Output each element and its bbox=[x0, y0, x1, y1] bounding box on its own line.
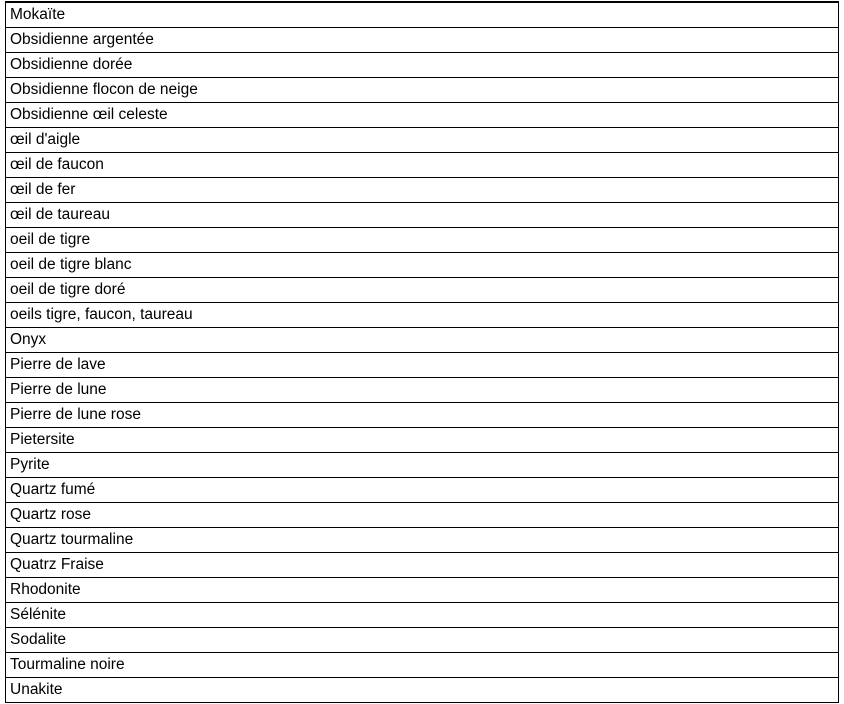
table-cell[interactable]: Quatrz Fraise bbox=[6, 553, 839, 578]
table-cell[interactable]: Quartz tourmaline bbox=[6, 528, 839, 553]
table-row bbox=[6, 378, 839, 403]
table-row bbox=[6, 503, 839, 528]
table-cell[interactable]: Obsidienne dorée bbox=[6, 53, 839, 78]
table-cell[interactable]: Pierre de lune rose bbox=[6, 403, 839, 428]
table-row bbox=[6, 153, 839, 178]
table-row bbox=[6, 303, 839, 328]
table-row bbox=[6, 578, 839, 603]
table-row bbox=[6, 178, 839, 203]
table-row bbox=[6, 203, 839, 228]
table-cell[interactable]: Pietersite bbox=[6, 428, 839, 453]
table-row bbox=[6, 2, 839, 28]
table-row bbox=[6, 453, 839, 478]
table-cell[interactable]: Rhodonite bbox=[6, 578, 839, 603]
table-cell[interactable]: oeil de tigre blanc bbox=[6, 253, 839, 278]
table-cell[interactable]: Quartz rose bbox=[6, 503, 839, 528]
table-row bbox=[6, 478, 839, 503]
table-cell[interactable]: œil de taureau bbox=[6, 203, 839, 228]
table-cell[interactable]: Pierre de lave bbox=[6, 353, 839, 378]
table-row bbox=[6, 403, 839, 428]
table-row bbox=[6, 28, 839, 53]
table-row bbox=[6, 428, 839, 453]
table-row bbox=[6, 628, 839, 653]
table-row bbox=[6, 328, 839, 353]
table-cell[interactable]: Quartz fumé bbox=[6, 478, 839, 503]
table-cell[interactable]: Pyrite bbox=[6, 453, 839, 478]
table-cell[interactable]: Sodalite bbox=[6, 628, 839, 653]
table-row bbox=[6, 78, 839, 103]
table-cell[interactable]: Obsidienne flocon de neige bbox=[6, 78, 839, 103]
table-row bbox=[6, 603, 839, 628]
table-cell[interactable]: Tourmaline noire bbox=[6, 653, 839, 678]
spreadsheet-body bbox=[6, 2, 839, 703]
spreadsheet-table bbox=[5, 1, 839, 703]
table-row bbox=[6, 53, 839, 78]
table-cell[interactable]: oeil de tigre doré bbox=[6, 278, 839, 303]
table-row bbox=[6, 228, 839, 253]
table-cell[interactable]: Sélénite bbox=[6, 603, 839, 628]
table-row bbox=[6, 553, 839, 578]
table-cell[interactable]: oeil de tigre bbox=[6, 228, 839, 253]
table-row bbox=[6, 253, 839, 278]
table-cell[interactable]: œil de fer bbox=[6, 178, 839, 203]
table-cell[interactable]: Obsidienne œil celeste bbox=[6, 103, 839, 128]
table-row bbox=[6, 353, 839, 378]
table-row bbox=[6, 103, 839, 128]
table-cell[interactable]: Pierre de lune bbox=[6, 378, 839, 403]
table-row bbox=[6, 678, 839, 703]
table-cell[interactable]: Obsidienne argentée bbox=[6, 28, 839, 53]
table-cell[interactable]: œil d'aigle bbox=[6, 128, 839, 153]
table-row bbox=[6, 128, 839, 153]
table-cell[interactable]: Mokaïte bbox=[6, 2, 839, 28]
table-cell[interactable]: Unakite bbox=[6, 678, 839, 703]
table-row bbox=[6, 653, 839, 678]
table-row bbox=[6, 278, 839, 303]
table-cell[interactable]: oeils tigre, faucon, taureau bbox=[6, 303, 839, 328]
table-cell[interactable]: œil de faucon bbox=[6, 153, 839, 178]
table-row bbox=[6, 528, 839, 553]
table-cell[interactable]: Onyx bbox=[6, 328, 839, 353]
